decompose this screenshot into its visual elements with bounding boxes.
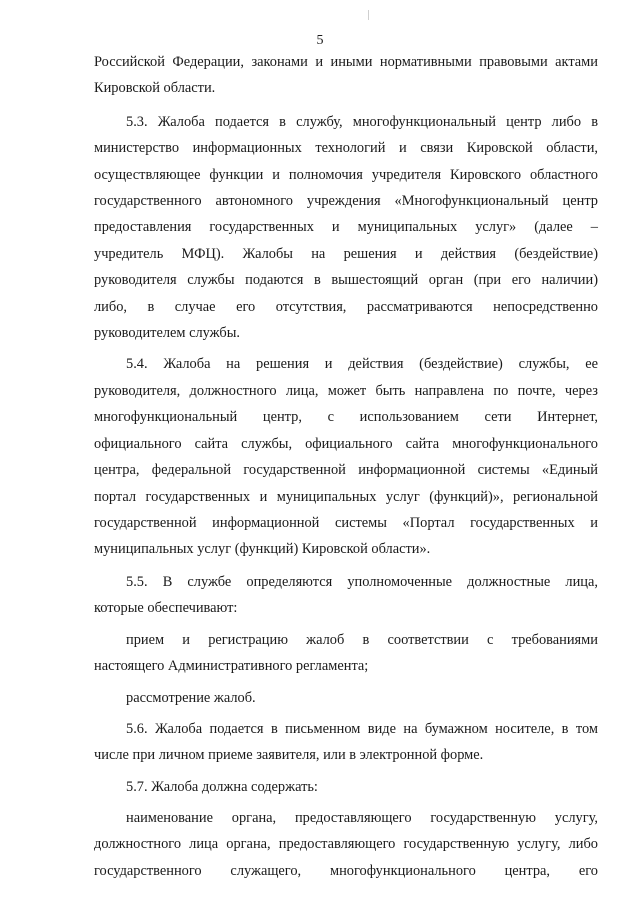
document-body — [94, 49, 598, 884]
text-line: руководителя, должностного лица, может быть направлена по почте, через — [94, 382, 598, 399]
scan-artifact — [368, 10, 369, 20]
text-line: настоящего Административного регламента; — [94, 657, 369, 674]
page-number: 5 — [316, 33, 324, 48]
text-line: официального сайта службы, официального сайта многофункционального — [94, 435, 598, 452]
paragraph-5-4 — [94, 351, 598, 562]
text-line: центра, федеральной государственной информационной системы «Единый — [94, 462, 598, 479]
text-line: Кировской области. — [94, 80, 216, 97]
text-line: предоставления государственных и муниципальных услуг» (далее – — [94, 219, 598, 236]
text-line: учредитель МФЦ). Жалобы на решения и действия (бездействие) — [94, 245, 598, 262]
paragraph-5-3 — [94, 109, 598, 347]
text-line: рассмотрение жалоб. — [126, 690, 256, 707]
text-line: муниципальных услуг (функций) Кировской области». — [94, 541, 431, 558]
paragraph-5-5-item-1 — [94, 627, 598, 680]
text-line: 5.3. Жалоба подается в службу, многофункциональный центр либо в — [126, 113, 598, 130]
text-line: руководителем службы. — [94, 325, 241, 342]
text-line: государственного служащего, многофункционального центра, его — [94, 862, 598, 879]
paragraph-5-5-item-2 — [94, 685, 598, 711]
text-line: либо, в случае его отсутствия, рассматриваются непосредственно — [94, 298, 598, 315]
paragraph-5-5 — [94, 569, 598, 622]
paragraph-5-7-item-1 — [94, 805, 598, 884]
paragraph-5-7 — [94, 774, 598, 800]
paragraph-continuation — [94, 49, 598, 102]
text-line: 5.5. В службе определяются уполномоченные должностные лица, — [126, 573, 598, 590]
text-line: прием и регистрацию жалоб в соответствии с требованиями — [126, 631, 598, 648]
text-line: руководителя службы подаются в вышестоящий орган (при его наличии) — [94, 272, 598, 289]
text-line: многофункциональный центр, с использованием сети Интернет, — [94, 409, 598, 426]
text-line: числе при личном приеме заявителя, или в электронной форме. — [94, 747, 484, 764]
text-line: осуществляющее функции и полномочия учредителя Кировского областного — [94, 166, 598, 183]
text-line: должностного лица органа, предоставляющего государственную услугу, либо — [94, 836, 598, 853]
text-line: государственной информационной системы «Портал государственных и — [94, 514, 598, 531]
text-line: 5.7. Жалоба должна содержать: — [126, 778, 318, 795]
text-line: министерство информационных технологий и связи Кировской области, — [94, 140, 598, 157]
text-line: 5.6. Жалоба подается в письменном виде на бумажном носителе, в том — [126, 720, 598, 737]
text-line: портал государственных и муниципальных услуг (функций)», региональной — [94, 488, 598, 505]
text-line: 5.4. Жалоба на решения и действия (бездействие) службы, ее — [126, 356, 598, 373]
text-line: государственного автономного учреждения «Многофункциональный центр — [94, 193, 598, 210]
text-line: которые обеспечивают: — [94, 600, 238, 617]
paragraph-5-6 — [94, 716, 598, 769]
text-line: наименование органа, предоставляющего государственную услугу, — [126, 809, 598, 826]
text-line: Российской Федерации, законами и иными нормативными правовыми актами — [94, 54, 598, 70]
